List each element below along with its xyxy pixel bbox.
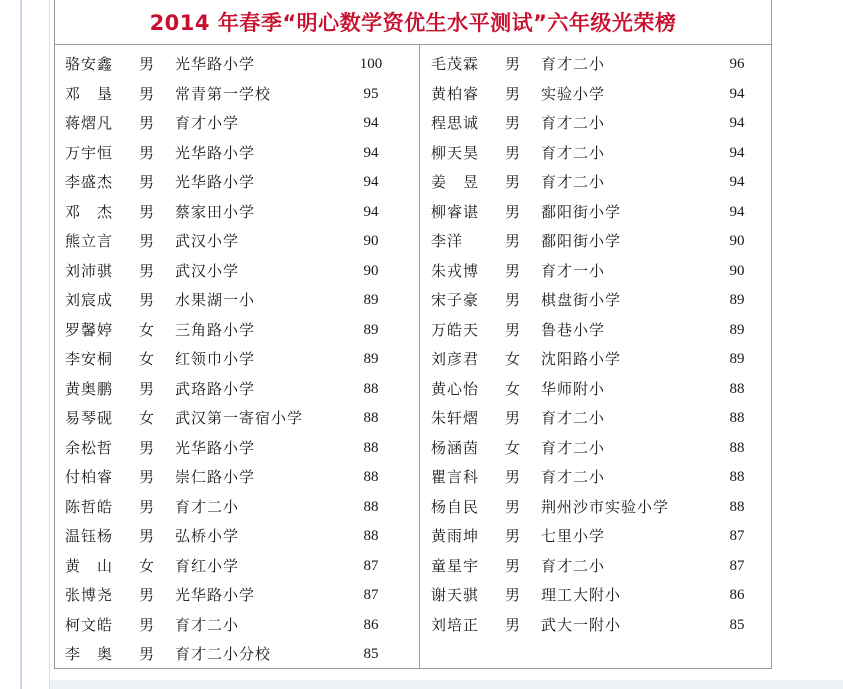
- table-row: [61, 404, 411, 434]
- student-gender: 男: [139, 586, 155, 604]
- student-school: 育才二小: [541, 143, 606, 162]
- table-row: [427, 522, 777, 552]
- table-row: [427, 198, 777, 228]
- student-score: 85: [363, 646, 379, 662]
- student-score: 88: [363, 469, 379, 485]
- student-school: 七里小学: [541, 527, 606, 545]
- student-gender: 男: [139, 261, 155, 280]
- student-score: 94: [363, 144, 379, 161]
- student-gender: 女: [139, 350, 155, 368]
- student-score: 88: [363, 410, 379, 426]
- table-row: [427, 581, 777, 611]
- student-name: 谢天骐: [431, 586, 480, 604]
- student-school: 华师附小: [541, 379, 606, 398]
- student-gender: 男: [505, 586, 521, 604]
- student-name: 罗馨婷: [65, 320, 114, 339]
- table-row: [427, 257, 777, 287]
- table-row: [427, 375, 777, 405]
- student-score: 88: [729, 439, 745, 456]
- student-school: 棋盘街小学: [541, 291, 622, 309]
- student-score: 94: [729, 115, 745, 131]
- student-school: 鄱阳街小学: [541, 232, 622, 250]
- student-name: 刘宸成: [65, 291, 114, 309]
- student-school: 实验小学: [541, 84, 606, 103]
- student-gender: 男: [505, 527, 521, 545]
- student-name: 黄 山: [65, 556, 114, 575]
- student-score: 87: [363, 587, 379, 603]
- table-row: [61, 198, 411, 228]
- student-score: 94: [729, 144, 745, 161]
- student-name: 李洋: [431, 232, 464, 250]
- student-gender: 男: [505, 468, 521, 486]
- table-row: [427, 286, 777, 316]
- table-row: [61, 109, 411, 139]
- student-school: 育才二小: [175, 497, 240, 516]
- student-gender: 男: [505, 409, 521, 427]
- table-row: [427, 316, 777, 346]
- student-name: 朱戎博: [431, 261, 480, 280]
- student-name: 刘培正: [431, 615, 480, 634]
- student-gender: 男: [139, 645, 155, 663]
- table-row: [61, 463, 411, 493]
- table-row: [427, 463, 777, 493]
- table-row: [61, 257, 411, 287]
- table-row: [61, 493, 411, 523]
- student-name: 柯文皓: [65, 615, 114, 634]
- table-row: [61, 522, 411, 552]
- student-name: 陈哲皓: [65, 497, 114, 516]
- student-name: 易琴砚: [65, 409, 114, 427]
- student-school: 育才二小: [541, 114, 606, 132]
- student-name: 蒋熠凡: [65, 114, 114, 132]
- student-name: 黄雨坤: [431, 527, 480, 545]
- student-gender: 男: [139, 438, 155, 457]
- student-gender: 男: [505, 143, 521, 162]
- student-gender: 男: [505, 202, 521, 221]
- student-score: 88: [729, 498, 745, 515]
- student-gender: 男: [139, 291, 155, 309]
- student-gender: 男: [505, 232, 521, 250]
- table-row: [61, 50, 411, 80]
- student-school: 红领巾小学: [175, 350, 256, 368]
- student-school: 蔡家田小学: [175, 202, 256, 221]
- student-name: 刘彦君: [431, 350, 480, 368]
- student-name: 余松哲: [65, 438, 114, 457]
- table-row: [427, 552, 777, 582]
- student-school: 常青第一学校: [175, 84, 272, 103]
- student-name: 温钰杨: [65, 527, 114, 545]
- page-title: 2014 年春季“明心数学资优生水平测试”六年级光荣榜: [149, 11, 677, 35]
- student-gender: 男: [139, 55, 155, 73]
- student-gender: 男: [505, 291, 521, 309]
- student-score: 90: [363, 262, 379, 279]
- student-school: 育才二小: [541, 556, 606, 575]
- student-score: 87: [729, 528, 745, 544]
- student-school: 理工大附小: [541, 586, 622, 604]
- student-gender: 女: [505, 379, 521, 398]
- table-row: [61, 345, 411, 375]
- student-gender: 男: [505, 55, 521, 73]
- student-name: 姜 昱: [431, 173, 480, 191]
- table-row: [61, 168, 411, 198]
- student-gender: 男: [139, 143, 155, 162]
- student-school: 育才一小: [541, 261, 606, 280]
- student-score: 88: [363, 528, 379, 544]
- student-score: 87: [363, 557, 379, 574]
- student-name: 熊立言: [65, 232, 114, 250]
- page-bottom-strip: [50, 680, 843, 689]
- student-school: 武珞路小学: [175, 379, 256, 398]
- table-row: [61, 80, 411, 110]
- student-school: 武汉第一寄宿小学: [175, 409, 304, 427]
- page-left-border-inner: [49, 0, 50, 689]
- student-name: 黄心怡: [431, 379, 480, 398]
- table-row: [61, 227, 411, 257]
- table-row: [427, 168, 777, 198]
- student-score: 89: [363, 321, 379, 338]
- student-name: 杨涵茵: [431, 438, 480, 457]
- table-row: [61, 552, 411, 582]
- student-school: 育才小学: [175, 114, 240, 132]
- student-school: 光华路小学: [175, 438, 256, 457]
- student-name: 黄奥鹏: [65, 379, 114, 398]
- student-gender: 男: [139, 114, 155, 132]
- student-gender: 男: [139, 379, 155, 398]
- student-name: 刘沛骐: [65, 261, 114, 280]
- student-score: 89: [363, 292, 379, 308]
- student-name: 李安桐: [65, 350, 114, 368]
- student-school: 荆州沙市实验小学: [541, 497, 670, 516]
- student-gender: 男: [505, 173, 521, 191]
- student-score: 94: [363, 174, 379, 190]
- table-row: [61, 316, 411, 346]
- student-school: 三角路小学: [175, 320, 256, 339]
- student-score: 96: [729, 56, 745, 72]
- student-name: 张博尧: [65, 586, 114, 604]
- student-school: 育才二小分校: [175, 645, 272, 663]
- student-name: 毛茂霖: [431, 55, 480, 73]
- student-name: 万宇恒: [65, 143, 114, 162]
- table-row: [427, 434, 777, 464]
- student-score: 88: [363, 380, 379, 397]
- student-score: 88: [729, 469, 745, 485]
- student-school: 武汉小学: [175, 232, 240, 250]
- left-column-list: [61, 50, 411, 670]
- student-school: 光华路小学: [175, 55, 256, 73]
- table-row: [61, 375, 411, 405]
- student-school: 育才二小: [541, 438, 606, 457]
- table-row: [427, 109, 777, 139]
- student-score: 89: [729, 351, 745, 367]
- student-name: 宋子豪: [431, 291, 480, 309]
- student-school: 光华路小学: [175, 143, 256, 162]
- student-school: 育才二小: [541, 55, 606, 73]
- table-row: [427, 345, 777, 375]
- student-gender: 男: [505, 320, 521, 339]
- table-row: [427, 50, 777, 80]
- student-gender: 男: [139, 232, 155, 250]
- student-gender: 女: [139, 409, 155, 427]
- student-school: 育才二小: [541, 173, 606, 191]
- student-name: 柳睿谌: [431, 202, 480, 221]
- table-row: [61, 611, 411, 641]
- column-divider: [419, 45, 420, 668]
- student-name: 程思诚: [431, 114, 480, 132]
- student-gender: 男: [505, 261, 521, 280]
- student-gender: 女: [505, 438, 521, 457]
- student-name: 骆安鑫: [65, 55, 114, 73]
- student-school: 光华路小学: [175, 586, 256, 604]
- student-gender: 男: [505, 84, 521, 103]
- student-score: 90: [729, 262, 745, 279]
- student-score: 89: [363, 351, 379, 367]
- student-school: 育才二小: [541, 409, 606, 427]
- student-score: 94: [729, 203, 745, 220]
- student-gender: 男: [139, 468, 155, 486]
- student-score: 88: [729, 380, 745, 397]
- table-row: [427, 404, 777, 434]
- student-gender: 男: [505, 114, 521, 132]
- table-row: [61, 640, 411, 670]
- student-school: 光华路小学: [175, 173, 256, 191]
- table-row: [61, 139, 411, 169]
- page-left-border: [20, 0, 22, 689]
- student-name: 杨自民: [431, 497, 480, 516]
- honor-roll-sheet: [54, 0, 772, 669]
- student-school: 武汉小学: [175, 261, 240, 280]
- student-name: 邓 杰: [65, 202, 114, 221]
- table-row: [61, 286, 411, 316]
- table-row: [61, 581, 411, 611]
- student-score: 87: [729, 557, 745, 574]
- student-school: 育才二小: [175, 615, 240, 634]
- student-score: 86: [729, 587, 745, 603]
- student-score: 94: [363, 115, 379, 131]
- student-gender: 男: [139, 173, 155, 191]
- student-score: 94: [729, 85, 745, 102]
- student-name: 瞿言科: [431, 468, 480, 486]
- student-name: 李 奥: [65, 645, 114, 663]
- student-gender: 男: [139, 615, 155, 634]
- student-score: 94: [363, 203, 379, 220]
- student-score: 88: [729, 410, 745, 426]
- table-row: [427, 80, 777, 110]
- student-name: 黄柏睿: [431, 84, 480, 103]
- student-gender: 男: [139, 497, 155, 516]
- student-gender: 女: [505, 350, 521, 368]
- student-school: 武大一附小: [541, 615, 622, 634]
- student-score: 90: [729, 233, 745, 249]
- student-score: 89: [729, 321, 745, 338]
- table-row: [61, 434, 411, 464]
- student-school: 水果湖一小: [175, 291, 256, 309]
- student-school: 育红小学: [175, 556, 240, 575]
- student-gender: 男: [505, 615, 521, 634]
- student-score: 89: [729, 292, 745, 308]
- student-score: 95: [363, 85, 379, 102]
- student-gender: 男: [139, 84, 155, 103]
- title-bar: [55, 0, 771, 45]
- student-name: 朱轩熠: [431, 409, 480, 427]
- student-name: 万皓天: [431, 320, 480, 339]
- student-score: 94: [729, 174, 745, 190]
- student-school: 弘桥小学: [175, 527, 240, 545]
- table-row: [427, 611, 777, 641]
- student-score: 90: [363, 233, 379, 249]
- student-score: 88: [363, 439, 379, 456]
- student-school: 鄱阳街小学: [541, 202, 622, 221]
- student-score: 100: [359, 56, 383, 72]
- student-score: 88: [363, 498, 379, 515]
- student-school: 育才二小: [541, 468, 606, 486]
- student-school: 沈阳路小学: [541, 350, 622, 368]
- student-name: 柳天昊: [431, 143, 480, 162]
- student-school: 崇仁路小学: [175, 468, 256, 486]
- table-row: [427, 493, 777, 523]
- student-gender: 男: [139, 527, 155, 545]
- right-column-list: [427, 50, 777, 640]
- student-name: 李盛杰: [65, 173, 114, 191]
- student-gender: 女: [139, 556, 155, 575]
- student-score: 85: [729, 616, 745, 633]
- student-name: 邓 垦: [65, 84, 114, 103]
- student-name: 付柏睿: [65, 468, 114, 486]
- table-row: [427, 227, 777, 257]
- student-gender: 男: [505, 556, 521, 575]
- student-name: 童星宇: [431, 556, 480, 575]
- student-score: 86: [363, 616, 379, 633]
- student-gender: 女: [139, 320, 155, 339]
- student-gender: 男: [139, 202, 155, 221]
- table-row: [427, 139, 777, 169]
- student-gender: 男: [505, 497, 521, 516]
- student-school: 鲁巷小学: [541, 320, 606, 339]
